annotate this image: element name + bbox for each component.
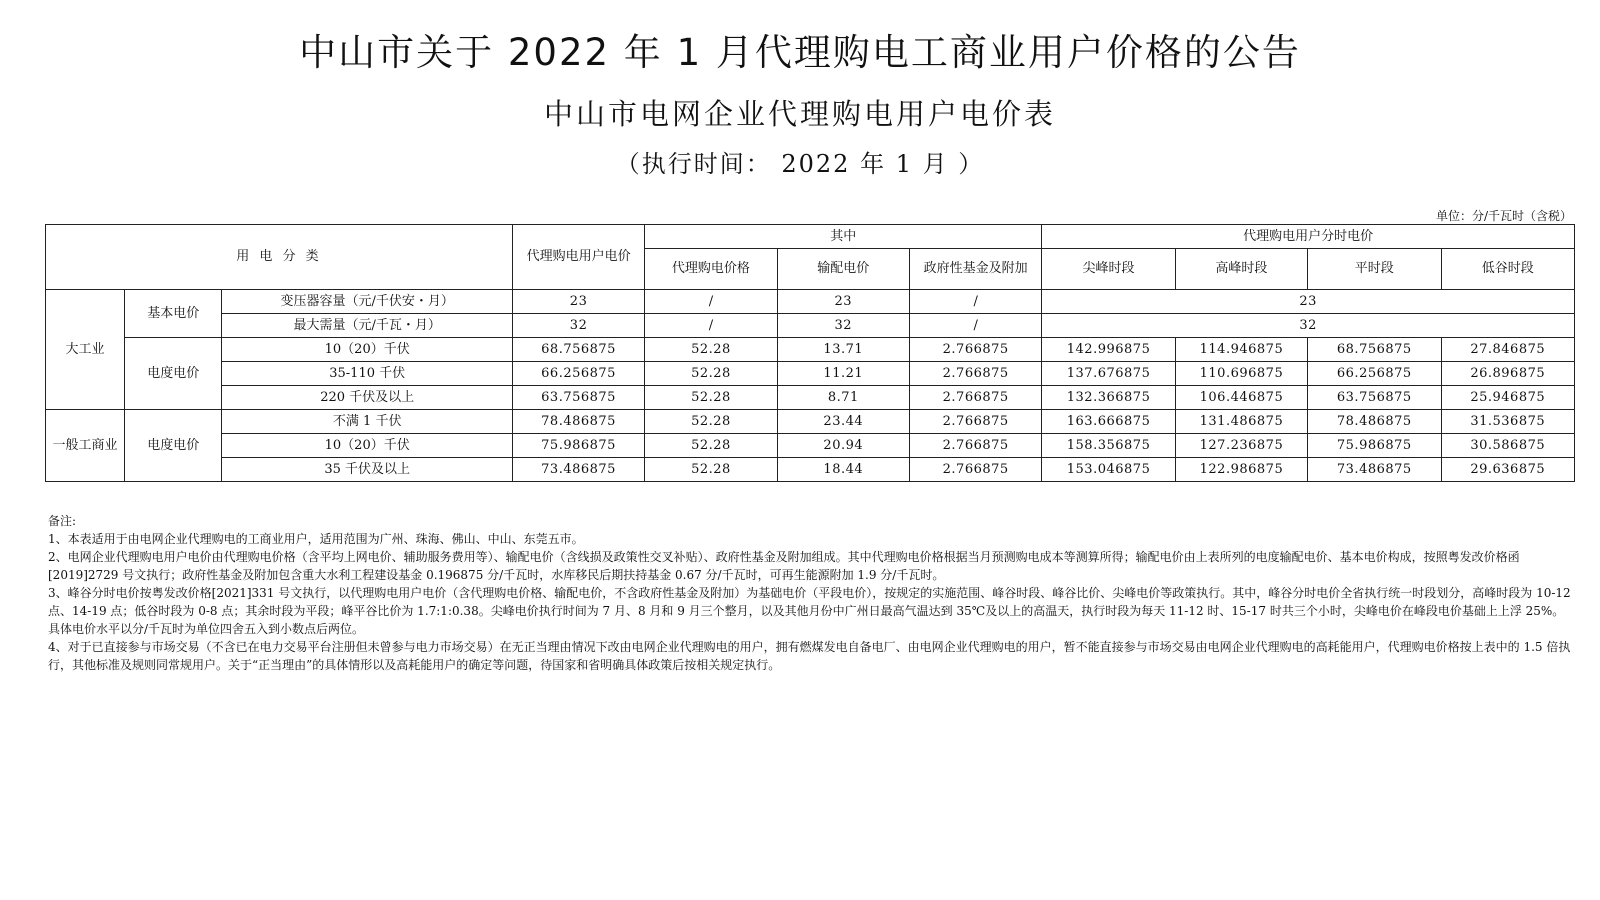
document-title: 中山市关于 2022 年 1 月代理购电工商业用户价格的公告 <box>299 31 1301 74</box>
row-label: 10（20）千伏 <box>222 434 512 458</box>
header-flat: 平时段 <box>1308 249 1441 290</box>
cell-tou-merged: 23 <box>1042 290 1575 314</box>
header-user-price: 代理购电用户电价 <box>512 225 644 290</box>
cell-proxy-price: 52.28 <box>645 434 777 458</box>
cell-peak: 132.366875 <box>1042 386 1175 410</box>
cell-user-price: 23 <box>512 290 644 314</box>
note-2: 2、电网企业代理购电用户电价由代理购电价格（含平均上网电价、辅助服务费用等）、输配电价（含线损及政策性交叉补贴）、政府性基金及附加组成。其中代理购电价格根据当月预测购电成本等测算所得；输配电价由上表所列的电度输配电价、基本电价构成，按照粤发改价格函[2019]2729 号文执行；政府性基金及附加包含重大水利工程建设基金 0.196875 分/千瓦时，水库移民后期扶持基金 0.67 分/千瓦时，可再生能源附加 1.9 分/千瓦时。 <box>48 550 1520 582</box>
row-label: 变压器容量（元/千伏安・月） <box>222 290 512 314</box>
cell-peak: 153.046875 <box>1042 458 1175 482</box>
row-label: 不满 1 千伏 <box>222 410 512 434</box>
subgroup-label: 电度电价 <box>125 410 222 482</box>
cell-tou-merged: 32 <box>1042 314 1575 338</box>
cell-high: 122.986875 <box>1175 458 1307 482</box>
table-row <box>46 458 1575 482</box>
cell-fund: 2.766875 <box>909 362 1041 386</box>
cell-proxy-price: 52.28 <box>645 362 777 386</box>
group-label: 大工业 <box>46 290 125 410</box>
cell-high: 110.696875 <box>1175 362 1307 386</box>
cell-user-price: 66.256875 <box>512 362 644 386</box>
note-3: 3、峰谷分时电价按粤发改价格[2021]331 号文执行，以代理购电用户电价（含代理购电价格、输配电价，不含政府性基金及附加）为基础电价（平段电价），按规定的实施范围、峰谷时段、峰谷比价、尖峰电价等政策执行。其中，峰谷分时电价全省执行统一时段划分，高峰时段为 10-12 点、14-19 点；低谷时段为 0-8 点；其余时段为平段；峰平谷比价为 1.7:1:0.38。尖峰电价执行时间为 7 月、8 月和 9 月三个整月，以及其他月份中广州日最高气温达到 35℃及以上的高温天，执行时段为每天 11-12 时、15-17 时共三个小时，尖峰电价在峰段电价基础上上浮 25%。具体电价水平以分/千瓦时为单位四舍五入到小数点后两位。 <box>48 586 1571 636</box>
note-4: 4、对于已直接参与市场交易（不含已在电力交易平台注册但未曾参与电力市场交易）在无正当理由情况下改由电网企业代理购电的用户，拥有燃煤发电自备电厂、由电网企业代理购电的用户，暂不能直接参与市场交易由电网企业代理购电的高耗能用户，代理购电价格按上表中的 1.5 倍执行，其他标准及规则同常规用户。关于“正当理由”的具体情形以及高耗能用户的确定等问题，待国家和省明确具体政策后按相关规定执行。 <box>48 640 1571 672</box>
cell-high: 114.946875 <box>1175 338 1307 362</box>
cell-fund: / <box>909 314 1041 338</box>
note-1: 1、本表适用于由电网企业代理购电的工商业用户，适用范围为广州、珠海、佛山、中山、东莞五市。 <box>48 532 584 546</box>
cell-valley: 27.846875 <box>1441 338 1575 362</box>
cell-fund: 2.766875 <box>909 386 1041 410</box>
table-row <box>46 386 1575 410</box>
subgroup-label: 电度电价 <box>125 338 222 410</box>
cell-high: 131.486875 <box>1175 410 1307 434</box>
notes-section <box>48 512 1576 674</box>
row-label: 10（20）千伏 <box>222 338 512 362</box>
cell-peak: 137.676875 <box>1042 362 1175 386</box>
notes-heading: 备注: <box>48 514 77 528</box>
cell-fund: 2.766875 <box>909 434 1041 458</box>
cell-fund: / <box>909 290 1041 314</box>
cell-transmission: 13.71 <box>777 338 909 362</box>
table-row <box>46 314 1575 338</box>
cell-flat: 78.486875 <box>1308 410 1441 434</box>
table-row <box>46 362 1575 386</box>
cell-proxy-price: 52.28 <box>645 338 777 362</box>
cell-transmission: 11.21 <box>777 362 909 386</box>
cell-transmission: 18.44 <box>777 458 909 482</box>
cell-flat: 66.256875 <box>1308 362 1441 386</box>
header-fund: 政府性基金及附加 <box>909 249 1041 290</box>
cell-valley: 25.946875 <box>1441 386 1575 410</box>
cell-transmission: 23.44 <box>777 410 909 434</box>
row-label: 35 千伏及以上 <box>222 458 512 482</box>
cell-flat: 68.756875 <box>1308 338 1441 362</box>
table-subtitle: 中山市电网企业代理购电用户电价表 <box>543 97 1056 131</box>
cell-flat: 75.986875 <box>1308 434 1441 458</box>
header-category: 用 电 分 类 <box>46 225 513 290</box>
cell-user-price: 78.486875 <box>512 410 644 434</box>
header-high: 高峰时段 <box>1175 249 1307 290</box>
row-label: 最大需量（元/千瓦・月） <box>222 314 512 338</box>
cell-high: 127.236875 <box>1175 434 1307 458</box>
subgroup-label: 基本电价 <box>125 290 222 338</box>
header-proxy-price: 代理购电价格 <box>645 249 777 290</box>
execution-period: （执行时间： 2022 年 1 月 ） <box>615 150 985 178</box>
cell-valley: 26.896875 <box>1441 362 1575 386</box>
cell-valley: 31.536875 <box>1441 410 1575 434</box>
cell-peak: 142.996875 <box>1042 338 1175 362</box>
header-peak: 尖峰时段 <box>1042 249 1175 290</box>
cell-fund: 2.766875 <box>909 410 1041 434</box>
cell-user-price: 73.486875 <box>512 458 644 482</box>
cell-transmission: 23 <box>777 290 909 314</box>
table-row <box>46 434 1575 458</box>
cell-user-price: 32 <box>512 314 644 338</box>
cell-user-price: 68.756875 <box>512 338 644 362</box>
header-among: 其中 <box>645 225 1042 249</box>
cell-fund: 2.766875 <box>909 338 1041 362</box>
cell-proxy-price: 52.28 <box>645 386 777 410</box>
header-tou: 代理购电用户分时电价 <box>1042 225 1575 249</box>
row-label: 35-110 千伏 <box>222 362 512 386</box>
cell-valley: 29.636875 <box>1441 458 1575 482</box>
cell-user-price: 63.756875 <box>512 386 644 410</box>
cell-proxy-price: 52.28 <box>645 458 777 482</box>
row-label: 220 千伏及以上 <box>222 386 512 410</box>
cell-flat: 73.486875 <box>1308 458 1441 482</box>
cell-peak: 163.666875 <box>1042 410 1175 434</box>
cell-transmission: 8.71 <box>777 386 909 410</box>
header-row <box>46 225 1575 249</box>
cell-proxy-price: / <box>645 290 777 314</box>
cell-transmission: 20.94 <box>777 434 909 458</box>
cell-transmission: 32 <box>777 314 909 338</box>
cell-fund: 2.766875 <box>909 458 1041 482</box>
cell-proxy-price: / <box>645 314 777 338</box>
header-valley: 低谷时段 <box>1441 249 1575 290</box>
table-row <box>46 410 1575 434</box>
header-transmission: 输配电价 <box>777 249 909 290</box>
group-label: 一般工商业 <box>46 410 125 482</box>
cell-valley: 30.586875 <box>1441 434 1575 458</box>
table-row <box>46 338 1575 362</box>
cell-user-price: 75.986875 <box>512 434 644 458</box>
price-table <box>45 224 1575 482</box>
cell-proxy-price: 52.28 <box>645 410 777 434</box>
unit-label: 单位：分/千瓦时（含税） <box>1435 209 1572 223</box>
cell-flat: 63.756875 <box>1308 386 1441 410</box>
cell-high: 106.446875 <box>1175 386 1307 410</box>
cell-peak: 158.356875 <box>1042 434 1175 458</box>
table-row <box>46 290 1575 314</box>
